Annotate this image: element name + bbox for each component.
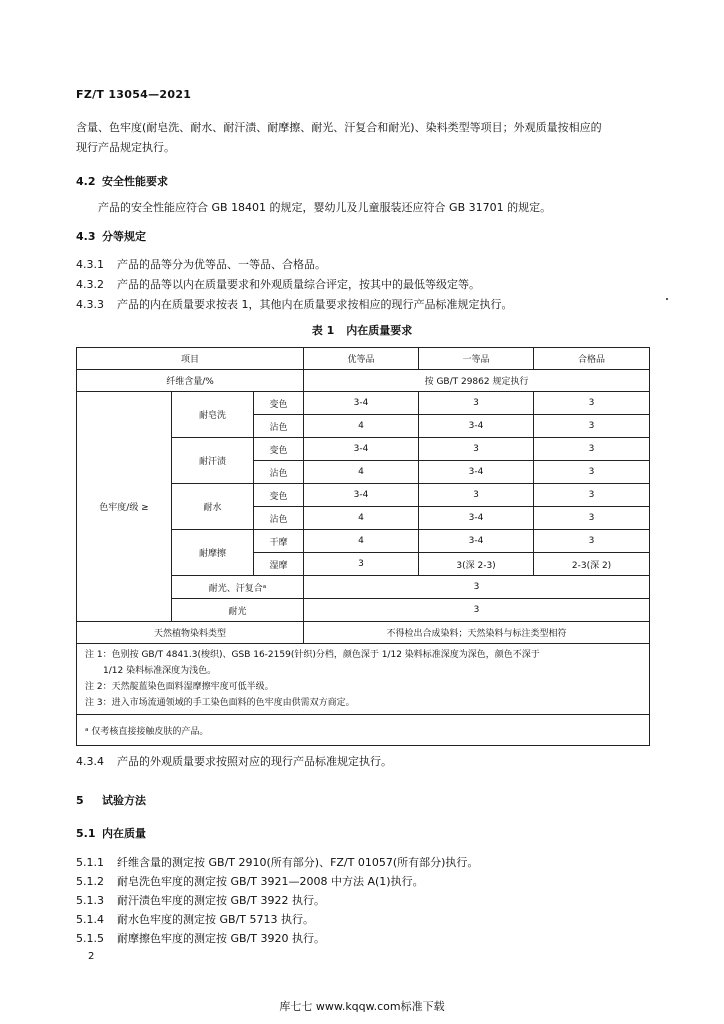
cell: 3: [419, 484, 534, 507]
row-soap-change: [77, 392, 650, 415]
clause-text: 产品的内在质量要求按表 1，其他内在质量要求按相应的现行产品标准规定执行。: [117, 298, 513, 311]
soap-label: 耐皂洗: [172, 392, 254, 438]
cell: 3: [534, 392, 650, 415]
clause-text: 耐皂洗色牢度的测定按 GB/T 3921—2008 中方法 A(1)执行。: [117, 875, 424, 888]
dry-label: 干摩: [254, 530, 304, 553]
clause-text: 耐摩擦色牢度的测定按 GB/T 3920 执行。: [117, 932, 325, 945]
colorfastness-label: 色牢度/级 ≥: [77, 392, 172, 622]
cell: 3(深 2-3): [419, 553, 534, 576]
clause-5-1-2: [76, 873, 424, 889]
section-title: 分等规定: [102, 230, 146, 243]
header-grade-first: 一等品: [419, 348, 534, 370]
cell: 3-4: [419, 415, 534, 438]
section-5-1-heading: [76, 825, 146, 841]
clause-5-1-3: [76, 892, 325, 908]
clause-text: 产品的品等以内在质量要求和外观质量综合评定，按其中的最低等级定等。: [117, 278, 480, 291]
cell: 3-4: [419, 461, 534, 484]
table-title: 内在质量要求: [346, 324, 413, 337]
standard-code-header: FZ/T 13054—2021: [76, 88, 192, 101]
page-number: 2: [88, 951, 95, 962]
section-4-2-heading: [76, 173, 168, 189]
section-number: 4.3: [76, 230, 96, 243]
light-sweat-value: 3: [304, 576, 650, 599]
cell: 3-4: [419, 507, 534, 530]
intro-line-1: 含量、色牢度(耐皂洗、耐水、耐汗渍、耐摩擦、耐光、汗复合和耐光)、染料类型等项目；外观质量按相应的: [76, 121, 602, 134]
clause-number: 5.1.5: [76, 932, 104, 945]
section-number: 5.1: [76, 827, 96, 840]
stain-label: 沾色: [254, 461, 304, 484]
clause-5-1-4: [76, 911, 314, 927]
note-2: 注 2：天然靛蓝染色面料湿摩擦牢度可低半级。: [85, 682, 274, 692]
dye-label: 天然植物染料类型: [77, 622, 304, 644]
cell: 3: [419, 438, 534, 461]
cell: 4: [304, 461, 419, 484]
clause-4-3-4: [76, 753, 392, 769]
clause-number: 5.1.4: [76, 913, 104, 926]
rub-label: 耐摩擦: [172, 530, 254, 576]
clause-5-1-1: [76, 854, 478, 870]
clause-text: 产品的品等分为优等品、一等品、合格品。: [117, 258, 326, 271]
cell: 4: [304, 507, 419, 530]
light-sweat-label: 耐光、汗复合ᵃ: [172, 576, 304, 599]
table-caption: [0, 322, 724, 338]
row-dye-type: [77, 622, 650, 644]
note-3: 注 3：进入市场流通领域的手工染色面料的色牢度由供需双方商定。: [85, 698, 355, 708]
change-label: 变色: [254, 438, 304, 461]
stain-label: 沾色: [254, 415, 304, 438]
section-number: 5: [76, 794, 84, 807]
cell: 3: [534, 484, 650, 507]
clause-text: 产品的外观质量要求按照对应的现行产品标准规定执行。: [117, 755, 392, 768]
sweat-label: 耐汗渍: [172, 438, 254, 484]
note-1: 注 1：色别按 GB/T 4841.3(梭织)、GSB 16-2159(针织)分档，颜色深于 1/12 染料标准深度为深色，颜色不深于: [85, 650, 540, 660]
intro-paragraph: [76, 118, 602, 158]
row-fiber-content: [77, 370, 650, 392]
cell: 3: [534, 507, 650, 530]
cell: 3: [534, 530, 650, 553]
clause-number: 4.3.3: [76, 298, 104, 311]
clause-number: 5.1.3: [76, 894, 104, 907]
cell: 3-4: [419, 530, 534, 553]
clause-text: 耐汗渍色牢度的测定按 GB/T 3922 执行。: [117, 894, 325, 907]
clause-number: 4.3.2: [76, 278, 104, 291]
cell: 4: [304, 530, 419, 553]
wet-label: 湿摩: [254, 553, 304, 576]
intro-line-2: 现行产品规定执行。: [76, 141, 175, 154]
section-title: 安全性能要求: [102, 175, 168, 188]
fiber-label: 纤维含量/%: [77, 370, 304, 392]
header-item: 项目: [77, 348, 304, 370]
table-header-row: [77, 348, 650, 370]
clause-number: 4.3.1: [76, 258, 104, 271]
section-title: 内在质量: [102, 827, 146, 840]
change-label: 变色: [254, 484, 304, 507]
clause-number: 4.3.4: [76, 755, 104, 768]
table-number: 表 1: [311, 324, 335, 337]
cell: 3: [534, 438, 650, 461]
header-grade-premium: 优等品: [304, 348, 419, 370]
section-title: 试验方法: [102, 794, 146, 807]
clause-number: 5.1.1: [76, 856, 104, 869]
cell: 4: [304, 415, 419, 438]
clause-4-3-1: [76, 256, 326, 272]
row-footnote: [77, 715, 650, 746]
note-1-cont: 1/12 染料标准深度为浅色。: [103, 666, 217, 676]
section-5-heading: [76, 792, 146, 808]
clause-text: 耐水色牢度的测定按 GB/T 5713 执行。: [117, 913, 314, 926]
light-label: 耐光: [172, 599, 304, 622]
clause-text: 纤维含量的测定按 GB/T 2910(所有部分)、FZ/T 01057(所有部分)执行。: [117, 856, 479, 869]
dye-value: 不得检出合成染料；天然染料与标注类型相符: [304, 622, 650, 644]
table-notes: [77, 644, 650, 715]
water-label: 耐水: [172, 484, 254, 530]
light-value: 3: [304, 599, 650, 622]
section-4-3-heading: [76, 228, 146, 244]
cell: 3: [534, 461, 650, 484]
fiber-value: 按 GB/T 29862 规定执行: [304, 370, 650, 392]
change-label: 变色: [254, 392, 304, 415]
quality-requirements-table: [76, 347, 650, 746]
table-footnote: ᵃ 仅考核直接接触皮肤的产品。: [77, 715, 650, 746]
clause-4-3-2: [76, 276, 480, 292]
scan-speck: [666, 298, 668, 300]
clause-5-1-5: [76, 930, 325, 946]
header-grade-qualified: 合格品: [534, 348, 650, 370]
section-4-2-text: 产品的安全性能应符合 GB 18401 的规定，婴幼儿及儿童服装还应符合 GB 31701 的规定。: [98, 201, 552, 214]
clause-4-3-3: [76, 296, 513, 312]
section-number: 4.2: [76, 175, 96, 188]
cell: 3-4: [304, 484, 419, 507]
cell: 2-3(深 2): [534, 553, 650, 576]
row-notes: [77, 644, 650, 715]
stain-label: 沾色: [254, 507, 304, 530]
download-site-footer: 库七七 www.kqqw.com标准下载: [279, 1000, 445, 1013]
cell: 3-4: [304, 392, 419, 415]
cell: 3: [534, 415, 650, 438]
cell: 3-4: [304, 438, 419, 461]
cell: 3: [419, 392, 534, 415]
clause-number: 5.1.2: [76, 875, 104, 888]
cell: 3: [304, 553, 419, 576]
